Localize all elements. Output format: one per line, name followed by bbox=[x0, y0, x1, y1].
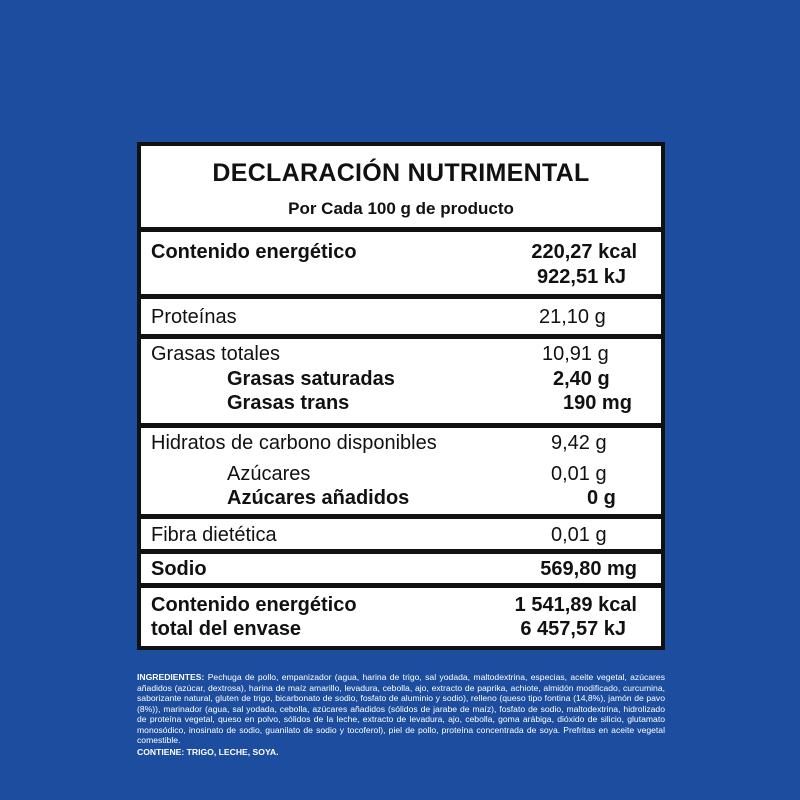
trans-fat-label: Grasas trans bbox=[227, 392, 350, 414]
proteins-label: Proteínas bbox=[151, 306, 237, 328]
added-sugars-label: Azúcares añadidos bbox=[227, 487, 410, 509]
allergen-statement: CONTIENE: TRIGO, LECHE, SOYA. bbox=[137, 747, 279, 757]
header-box bbox=[141, 146, 661, 227]
ingredients-list: Pechuga de pollo, empanizador (agua, harina de trigo, sal yodada, maltodextrina, especias, aceite vegetal, azúcares añadidos (azúcar, dextrosa), harina de maíz amarillo, levadura, cebolla, ajo, extracto de paprika, achiote, almidón modificado, curcumina, saborizante natural, gluten de trigo, bicarbonato de sodio, fosfato de aluminio y sodio), relleno (queso tipo fontina (14,8%), jamón de pavo (8%)), marinador (agua, sal yodada, cebolla, azúcares añadidos (sólidos de jarabe de maíz), fosfato de sodio, maltodextrina, hidrolizado de proteína vegetal, queso en polvo, sólidos de la leche, extracto de levadura, ajo, cebolla, goma arábiga, dióxido de silicio, glutamato monosódico, inosinato de sodio, guanilato de sodio y tocoferol), piel de pollo, proteína concentrada de soya. Prefritas en aceite vegetal comestible. bbox=[137, 672, 665, 745]
carbs-box bbox=[141, 428, 661, 514]
proteins-box bbox=[141, 299, 661, 334]
ingredients-heading: INGREDIENTES: bbox=[137, 672, 205, 682]
fats-box bbox=[141, 339, 661, 423]
nutrition-facts-panel bbox=[137, 142, 665, 650]
carbs-label: Hidratos de carbono disponibles bbox=[151, 432, 437, 454]
fiber-value: 0,01 g bbox=[551, 524, 607, 546]
energy-kcal: 220,27 kcal bbox=[531, 241, 637, 263]
carbs-value: 9,42 g bbox=[551, 432, 607, 454]
sodium-box bbox=[141, 554, 661, 583]
total-energy-label-line1: Contenido energético bbox=[151, 594, 357, 616]
saturated-fat-label: Grasas saturadas bbox=[227, 368, 395, 390]
total-energy-kj: 6 457,57 kJ bbox=[520, 618, 626, 640]
total-energy-box bbox=[141, 588, 661, 646]
saturated-fat-value: 2,40 g bbox=[553, 368, 610, 390]
panel-subtitle: Por Cada 100 g de producto bbox=[288, 199, 514, 218]
total-energy-label-line2: total del envase bbox=[151, 618, 302, 640]
fats-label: Grasas totales bbox=[151, 343, 280, 365]
added-sugars-value: 0 g bbox=[587, 487, 616, 509]
energy-box bbox=[141, 232, 661, 294]
panel-title: DECLARACIÓN NUTRIMENTAL bbox=[212, 159, 590, 187]
ingredients-text bbox=[137, 672, 665, 746]
sugars-label: Azúcares bbox=[227, 463, 311, 485]
sugars-value: 0,01 g bbox=[551, 463, 607, 485]
energy-label: Contenido energético bbox=[151, 241, 357, 263]
proteins-value: 21,10 g bbox=[539, 306, 606, 328]
fiber-label: Fibra dietética bbox=[151, 524, 277, 546]
energy-kj: 922,51 kJ bbox=[537, 266, 626, 288]
fats-value: 10,91 g bbox=[542, 343, 609, 365]
total-energy-kcal: 1 541,89 kcal bbox=[514, 594, 637, 616]
fiber-box bbox=[141, 519, 661, 549]
trans-fat-value: 190 mg bbox=[563, 392, 632, 414]
sodium-label: Sodio bbox=[151, 558, 207, 580]
sodium-value: 569,80 mg bbox=[540, 558, 637, 580]
